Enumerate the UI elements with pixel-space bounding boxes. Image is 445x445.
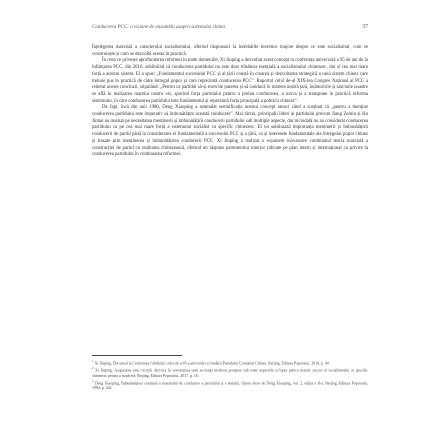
- body-text: [92, 45, 368, 159]
- paragraph: Înțelegerea marxistă a caracterului socialismului, oferind răspunsuri la întrebările teoretice majore despre ce este socialismul, cum se construiește și cum se dezvoltă acesta în practică.: [92, 45, 368, 57]
- footnote: [92, 366, 368, 378]
- running-header: [92, 24, 368, 30]
- footnote-mark: 2: [92, 366, 94, 371]
- footnotes: [92, 359, 368, 391]
- page-number: 37: [362, 24, 368, 30]
- paragraph: De fapt, încă din anii 1980, Deng Xiaoping a semnalat semnificația acestui concept atunci când a susținut că „pentru a menține conducerea partidului este imperativ să îmbunătățim această conducere”. Mai târziu, principalii lideri ai partidului precum Jiang Zemin și Hu Jintao au insistat pe necesitatea menținerii și îmbunătățirii conducerii partidului sub multiple aspecte, dar niciodată nu au considerat conducerea partidului ca pe cea mai mare forță a sistemului socialist cu specific chinezesc. El nu subliniază importanța menținerii și îmbunătățirii conducerii de partid până la considerarea ei fundamentală a succesului PCC și a țării, ca și interesele fundamentale ale întregului popor chinez și trasate prin menținerea și îmbunătățirea conducerii PCC. Xi Jinping a realizat o expunere inovatoare combinând teoria marxistă a construcției de partid cu realitatea chinezească, oferind un răspuns partenerului interior ridicate pe plan intern și internațional cu privire la conducerea partidului în continuarea reformei.: [92, 105, 368, 158]
- footnote-text: Deng Xiaoping, Îmbunătățirea continuă a sistemului de conducere a partidului și a statului, Opere alese de Deng Xiaoping, vol. 2, ediția a II-a, Beijing, Editura Poporului, 1994, p. 342.: [92, 380, 368, 390]
- footnote-text: Xi Jinping, Discursul la Conferința Celebrării celei de-a 95-a aniversări a fondării Partidului Comunist Chinez, Beijing, Editura Poporului, 2016, p. 44.: [94, 361, 330, 366]
- paragraph: În ceea ce privește aprofundarea reformei în toate domeniile, Xi Jinping a dezvoltat acest concept la conferința aniversară a 95 de ani de la înființarea PCC, din 2016, subliniind că conducerea partidului nu este doar trăsătura esențială a socialismului chinezesc, dar și cea mai mare forță a acestui sistem. El a spus: „Fundamentul succesului PCC și al țării constă în crearea și dezvoltarea strategică a unui sistem chinez care trebuie pus în practică de către întregul popor și care reprezintă conducerea PCC”. Raportul celui de-al XIX-lea Congres Național al PCC a reiterat aceste concluzii, stipulând: „Pentru ca partidul să-și exercite puterea și să conducă în mareea nostră țară, îndatoririle și sarcinile noastre se află în realizarea marelui nostru vis, sporind forța partidului pentru a prelua conducerea, a inova și a transpune în practică reforma sistemului, în care conducerea partidului este fundamentul și reprezintă forța principală a politicii chineze”.: [92, 58, 368, 104]
- footnote-separator: [92, 355, 182, 356]
- footnote-mark: 3: [92, 378, 94, 383]
- footnote-mark: 1: [92, 359, 94, 363]
- footnote: [92, 359, 368, 366]
- footnote: [92, 379, 368, 391]
- running-title: Conducerea PCC: o viziune de ansamblu asupra sistemului chinez: [92, 25, 226, 30]
- footnote-text: Xi Jinping, Asigurarea unei victorii decisive în construirea unei societăți moderat prospere sub toate aspectele și lupta pentru marele succes al socialismului cu specific chinezesc pentru o nouă eră, Beijing, Editura Poporului, 2017, p. 16.: [92, 368, 368, 378]
